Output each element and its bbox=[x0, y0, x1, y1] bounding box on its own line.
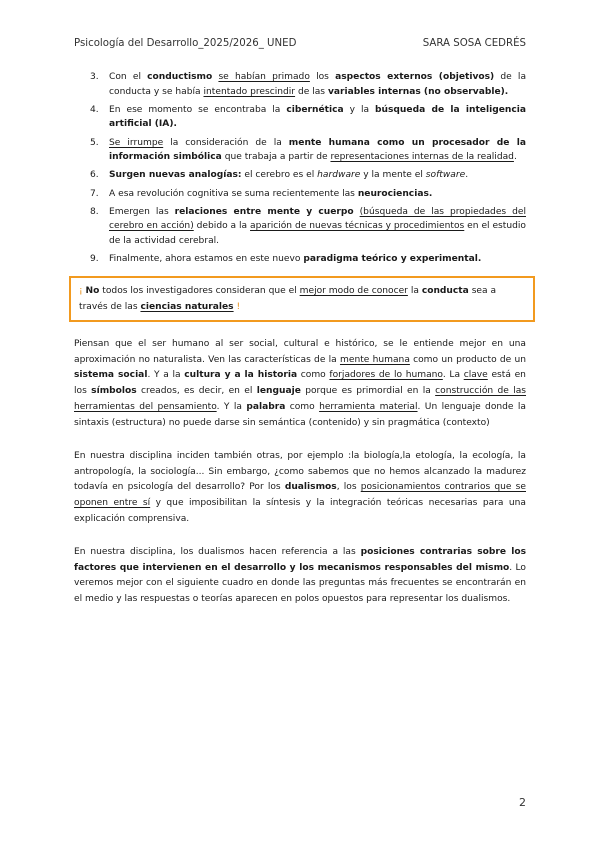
text-segment: mejor modo de conocer bbox=[299, 286, 408, 296]
text-segment: porque es primordial en la bbox=[300, 386, 436, 397]
list-item-number: 3. bbox=[90, 72, 99, 82]
text-segment: herramienta material bbox=[319, 401, 418, 412]
text-segment: que trabaja a partir de bbox=[221, 152, 331, 163]
text-segment: construcción de las herramientas del pensamiento bbox=[74, 386, 527, 412]
text-segment: ¡ bbox=[79, 286, 86, 296]
text-segment: el cerebro es el bbox=[241, 170, 318, 181]
text-segment: Surgen nuevas analogías: bbox=[109, 170, 242, 181]
text-segment: los bbox=[309, 72, 336, 82]
list-item bbox=[90, 252, 526, 267]
text-segment: En nuestra disciplina inciden también otras, por ejemplo :la biología,la etología, la ecología, la antropología, la sociología... Sin embargo, ¿como sabemos que no hemos alcanzado la madurez todavía en psicología del desarrollo? Por los bbox=[74, 451, 526, 493]
list-item bbox=[90, 136, 526, 165]
header-course-title: Psicología del Desarrollo_2025/2026_ UNED bbox=[74, 38, 297, 49]
paragraph-2 bbox=[74, 449, 526, 528]
page-header bbox=[74, 38, 526, 52]
text-segment: lenguaje bbox=[256, 386, 301, 397]
text-segment: paradigma teórico y experimental. bbox=[303, 254, 482, 265]
text-segment: palabra bbox=[246, 401, 286, 412]
text-segment: . Y la bbox=[216, 401, 247, 412]
list-item-number: 6. bbox=[90, 170, 99, 181]
text-segment: intentado prescindir bbox=[203, 86, 296, 97]
text-segment: cultura y a la historia bbox=[184, 370, 298, 381]
text-segment: . Y a la bbox=[147, 370, 185, 381]
text-segment: En ese momento se encontraba la bbox=[109, 104, 287, 115]
text-segment: . La bbox=[442, 370, 464, 381]
text-segment: debido a la bbox=[193, 221, 251, 232]
list-item-number: 4. bbox=[90, 104, 99, 115]
text-segment: como bbox=[297, 370, 330, 381]
text-segment: neurociencias. bbox=[357, 188, 433, 199]
text-segment: aparición de nuevas técnicas y procedimientos bbox=[250, 221, 465, 232]
text-segment: , los bbox=[336, 482, 361, 493]
text-segment: posicionamientos contrarios que se oponen entre sí bbox=[74, 482, 526, 509]
text-segment: forjadores de lo humano bbox=[329, 370, 443, 381]
text-segment: A esa revolución cognitiva se suma recientemente las bbox=[109, 188, 358, 199]
list-item bbox=[90, 187, 526, 202]
text-segment: de la conducta y se había bbox=[109, 72, 527, 97]
header-author: SARA SOSA CEDRÉS bbox=[422, 38, 526, 49]
text-segment: . bbox=[465, 170, 469, 181]
text-segment: variables internas (no observable). bbox=[327, 86, 509, 97]
text-segment: Finalmente, ahora estamos en este nuevo bbox=[109, 254, 304, 265]
text-segment: representaciones internas de la realidad bbox=[330, 152, 514, 163]
text-segment: software bbox=[425, 170, 466, 181]
text-segment: búsqueda de la inteligencia artificial (IA). bbox=[109, 104, 526, 130]
list-item bbox=[90, 205, 526, 249]
page-number: 2 bbox=[519, 796, 526, 809]
text-segment: En nuestra disciplina, los dualismos hacen referencia a las bbox=[74, 547, 361, 557]
text-segment: ! bbox=[233, 301, 241, 312]
list-item-number: 9. bbox=[90, 254, 99, 265]
text-segment: Emergen las bbox=[109, 206, 175, 217]
text-segment: dualismos bbox=[284, 482, 337, 493]
text-segment: mente humana como un procesador de la información simbólica bbox=[109, 137, 526, 163]
text-segment: clave bbox=[463, 370, 488, 381]
text-segment: símbolos bbox=[91, 386, 137, 397]
text-segment: se habían primado bbox=[218, 72, 310, 82]
list-item bbox=[90, 103, 526, 132]
text-segment: y la mente el bbox=[360, 170, 426, 181]
numbered-list bbox=[90, 70, 526, 271]
text-segment: creados, es decir, en el bbox=[136, 386, 257, 397]
text-segment: No bbox=[85, 286, 100, 296]
list-item-number: 5. bbox=[90, 137, 99, 148]
text-segment: sistema social bbox=[74, 370, 148, 381]
text-segment: como bbox=[285, 401, 320, 412]
text-segment: en el estudio de la actividad cerebral. bbox=[109, 221, 526, 246]
text-segment: está en los bbox=[74, 370, 526, 397]
text-segment: la consideración de la bbox=[163, 137, 289, 148]
paragraph-3 bbox=[74, 545, 526, 608]
text-segment: todos los investigadores consideran que el bbox=[99, 286, 300, 296]
text-segment: y que imposibilitan la síntesis y la integración teóricas necesarias para una explicación comprensiva. bbox=[74, 498, 527, 524]
list-item-number: 7. bbox=[90, 188, 99, 199]
text-segment: relaciones entre mente y cuerpo bbox=[174, 206, 354, 217]
text-segment: conductismo bbox=[147, 72, 213, 82]
text-segment: conducta bbox=[421, 286, 469, 296]
text-segment: Con el bbox=[109, 72, 148, 82]
text-segment: mente humana bbox=[339, 354, 410, 365]
text-segment: como un producto de un bbox=[409, 354, 527, 365]
text-segment: sea a través de las bbox=[79, 286, 497, 312]
text-segment: hardware bbox=[317, 170, 361, 181]
callout-box bbox=[69, 276, 535, 322]
text-segment: Piensan que el ser humano al ser social, cultural e histórico, se le entiende mejor en una aproximación no naturalista. Ven las características de la bbox=[74, 339, 526, 365]
text-segment: . Lo veremos mejor con el siguiente cuadro en donde las preguntas más frecuentes se encontrarán en el medio y las respuestas o teorías aparecen en polos opuestos para representar los dualismos. bbox=[74, 562, 526, 605]
paragraph-1 bbox=[74, 337, 526, 431]
text-segment: (búsqueda de las propiedades del cerebro en acción) bbox=[109, 206, 526, 232]
text-segment: aspectos externos (objetivos) bbox=[335, 72, 495, 82]
list-item-number: 8. bbox=[90, 206, 99, 217]
list-item bbox=[90, 168, 526, 183]
list-item bbox=[90, 70, 526, 99]
text-segment: . bbox=[513, 152, 517, 163]
text-segment: de las bbox=[295, 86, 328, 97]
text-segment: la bbox=[407, 286, 422, 296]
text-segment: ciencias naturales bbox=[140, 301, 234, 312]
text-segment: posiciones contrarias sobre los factores que intervienen en el desarrollo y los mecanismos responsables del mismo bbox=[74, 547, 526, 573]
text-segment: cibernética bbox=[286, 104, 344, 115]
text-segment: . Un lenguaje donde la sintaxis (estructura) no puede darse sin semántica (contenido) y sin pragmática (contexto) bbox=[74, 401, 526, 428]
text-segment: y la bbox=[343, 104, 376, 115]
text-segment: Se irrumpe bbox=[109, 137, 164, 148]
